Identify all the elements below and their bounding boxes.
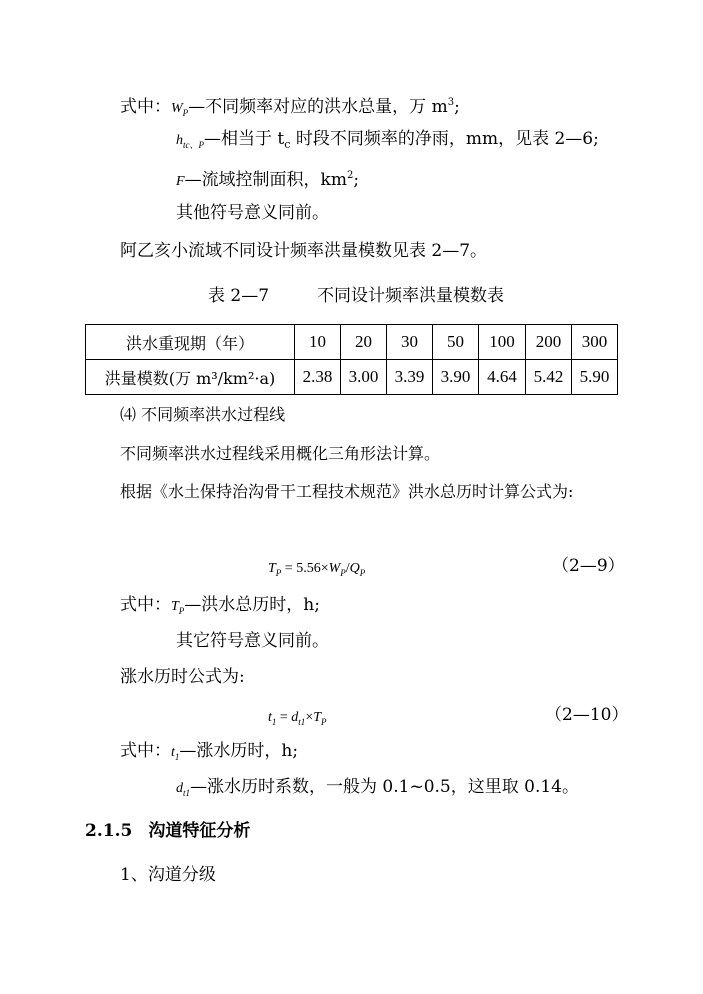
table-row xyxy=(86,360,618,395)
table-cell: 300 xyxy=(572,325,618,360)
symbol-htcp: $h_{tc、P}$ xyxy=(176,133,204,150)
table-cell: 100 xyxy=(479,325,526,360)
table-row xyxy=(86,325,618,360)
table-cell: 50 xyxy=(433,325,479,360)
symbol-wp: $W_P$ xyxy=(171,101,189,118)
table-cell: 3.39 xyxy=(387,360,433,395)
equation-label-2-9: （2—9） xyxy=(552,556,625,576)
symbol-f: F xyxy=(176,174,185,189)
table-header-modulus: 洪量模数(万 m³/km²·a) xyxy=(86,360,295,395)
method-paragraph: 不同频率洪水过程线采用概化三角形法计算。 xyxy=(120,444,441,463)
table-cell: 3.90 xyxy=(433,360,479,395)
definition-f: F—流域控制面积，$km^2$; xyxy=(176,170,360,190)
table-cell: 200 xyxy=(526,325,572,360)
table-cell: 30 xyxy=(387,325,433,360)
formula-intro-paragraph: 根据《水土保持治沟骨干工程技术规范》洪水总历时计算公式为: xyxy=(120,482,574,501)
definition-tp: 式中：$T_P—$洪水总历时，h; xyxy=(120,595,320,616)
subsection-flood-hydrograph: ⑷ 不同频率洪水过程线 xyxy=(120,405,286,424)
table-header-period: 洪水重现期（年） xyxy=(86,325,295,360)
symbol-dt1: $d_{t1}$ xyxy=(176,781,191,798)
equation-2-10: $t_1 = d_{t1}\times T_P$ xyxy=(268,710,327,727)
symbol-t1: $t_1$ xyxy=(171,745,180,762)
table-cell: 2.38 xyxy=(295,360,341,395)
table-title: 不同设计频率洪量模数表 xyxy=(317,286,505,306)
section-title: 沟道特征分析 xyxy=(148,821,251,841)
equation-label-2-10: （2—10） xyxy=(545,705,629,725)
section-heading xyxy=(85,820,250,842)
channel-classification-item: 1、沟道分级 xyxy=(120,865,216,885)
other-symbols-note-2: 其它符号意义同前。 xyxy=(176,631,329,651)
table-cell: 4.64 xyxy=(479,360,526,395)
definition-dt1: $d_{t1}—$涨水历时系数，一般为 0.1~0.5，这里取 0.14。 xyxy=(176,777,579,798)
rise-time-formula-intro: 涨水历时公式为: xyxy=(120,667,245,687)
table-number: 表 2—7 xyxy=(208,286,270,306)
table-cell: 20 xyxy=(341,325,387,360)
other-symbols-note: 其他符号意义同前。 xyxy=(176,203,329,223)
equation-2-9: $T_P = 5.56\times W_P/Q_P$ xyxy=(268,561,366,578)
table-cell: 10 xyxy=(295,325,341,360)
flood-modulus-table xyxy=(85,324,618,395)
table-reference-paragraph: 阿乙亥小流域不同设计频率洪量模数见表 2—7。 xyxy=(120,241,488,261)
table-caption xyxy=(208,285,504,307)
symbol-tp: $T_P$ xyxy=(171,599,185,616)
table-cell: 5.90 xyxy=(572,360,618,395)
table-cell: 5.42 xyxy=(526,360,572,395)
definition-wp: 式中：$W_P—$不同频率对应的洪水总量，万 $m^3$; xyxy=(120,97,460,118)
table-cell: 3.00 xyxy=(341,360,387,395)
definition-t1: 式中：$t_1—$涨水历时，h; xyxy=(120,741,299,762)
section-number: 2.1.5 xyxy=(85,821,133,841)
definition-htcp: $h_{tc、P}—$相当于 $t_c$ 时段不同频率的净雨，mm，见表 2—6; xyxy=(176,129,599,151)
